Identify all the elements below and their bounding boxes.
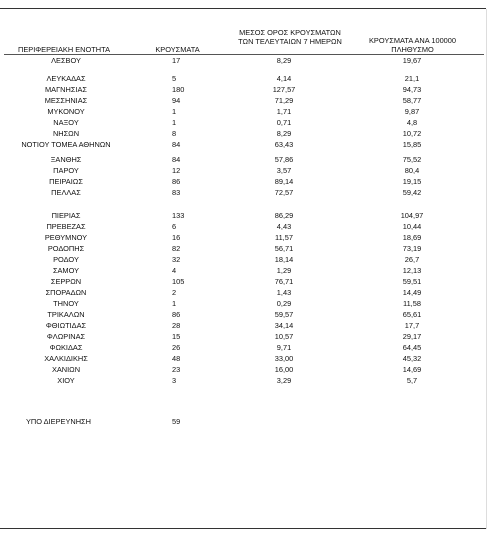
avg7-cell: 1,43 — [276, 288, 292, 297]
per100k-cell: 4,8 — [406, 118, 418, 127]
avg7-cell: 71,29 — [274, 96, 294, 105]
cases-cell: 1 — [172, 299, 177, 308]
per100k-cell: 5,7 — [406, 376, 418, 385]
table-row — [0, 287, 490, 298]
avg7-cell: 4,43 — [276, 222, 292, 231]
avg7-cell: 18,14 — [274, 255, 294, 264]
cases-cell: 17 — [172, 56, 181, 65]
region-cell: ΞΑΝΘΗΣ — [50, 155, 82, 164]
table-row — [0, 176, 490, 187]
avg7-cell: 1,71 — [276, 107, 292, 116]
avg7-cell: 4,14 — [276, 74, 292, 83]
avg7-cell: 34,14 — [274, 321, 294, 330]
avg7-cell: 127,57 — [272, 85, 296, 94]
per100k-cell: 94,73 — [402, 85, 422, 94]
avg7-cell: 59,57 — [274, 310, 294, 319]
table-row — [0, 309, 490, 320]
table-row — [0, 106, 490, 117]
header-per100k-line1: ΚΡΟΥΣΜΑΤΑ ΑΝΑ 100000 — [368, 36, 457, 45]
header-cases: ΚΡΟΥΣΜΑΤΑ — [155, 45, 200, 54]
region-cell: ΣΕΡΡΩΝ — [50, 277, 82, 286]
region-cell: ΠΕΙΡΑΙΩΣ — [49, 177, 83, 186]
cases-cell: 23 — [172, 365, 181, 374]
avg7-cell: 11,57 — [275, 233, 293, 242]
region-cell: ΦΛΩΡΙΝΑΣ — [46, 332, 86, 341]
region-cell: ΡΟΔΟΠΗΣ — [47, 244, 85, 253]
avg7-cell: 16,00 — [274, 365, 294, 374]
avg7-cell: 89,14 — [274, 177, 294, 186]
per100k-cell: 15,85 — [402, 140, 422, 149]
per100k-cell: 9,87 — [404, 107, 420, 116]
table-row — [0, 298, 490, 309]
cases-cell: 2 — [172, 288, 177, 297]
cases-cell: 105 — [172, 277, 185, 286]
avg7-cell: 9,71 — [276, 343, 292, 352]
cases-cell: 15 — [172, 332, 181, 341]
cases-cell: 86 — [172, 177, 181, 186]
table-row — [0, 117, 490, 128]
region-cell: ΤΡΙΚΑΛΩΝ — [47, 310, 85, 319]
region-cell: ΧΑΛΚΙΔΙΚΗΣ — [44, 354, 88, 363]
per100k-cell: 14,69 — [402, 365, 422, 374]
table-row — [0, 154, 490, 165]
cases-cell: 26 — [172, 343, 181, 352]
table-row — [0, 55, 490, 66]
table-row — [0, 342, 490, 353]
region-cell: ΧΑΝΙΩΝ — [51, 365, 81, 374]
cases-cell: 32 — [172, 255, 181, 264]
region-cell: ΥΠΟ ΔΙΕΡΕΥΝΗΣΗ — [26, 417, 91, 426]
table-row — [0, 320, 490, 331]
region-cell: ΤΗΝΟΥ — [53, 299, 79, 308]
region-cell: ΝΗΣΩΝ — [52, 129, 80, 138]
cases-cell: 86 — [172, 310, 181, 319]
per100k-cell: 45,32 — [402, 354, 422, 363]
per100k-cell: 65,61 — [402, 310, 422, 319]
per100k-cell: 21,1 — [404, 74, 420, 83]
avg7-cell: 8,29 — [276, 129, 292, 138]
table-row — [0, 187, 490, 198]
per100k-cell: 19,15 — [402, 177, 422, 186]
cases-cell: 59 — [172, 417, 181, 426]
per100k-cell: 59,51 — [402, 277, 422, 286]
region-cell: ΦΘΙΩΤΙΔΑΣ — [45, 321, 87, 330]
per100k-cell: 10,72 — [402, 129, 422, 138]
cases-cell: 180 — [172, 85, 185, 94]
region-cell: ΡΟΔΟΥ — [53, 255, 79, 264]
region-cell: ΠΑΡΟΥ — [53, 166, 79, 175]
region-cell: ΧΙΟΥ — [57, 376, 75, 385]
avg7-cell: 86,29 — [274, 211, 294, 220]
cases-cell: 83 — [172, 188, 181, 197]
region-cell: ΠΡΕΒΕΖΑΣ — [46, 222, 86, 231]
cases-cell: 5 — [172, 74, 177, 83]
avg7-cell: 56,71 — [274, 244, 294, 253]
cases-cell: 48 — [172, 354, 181, 363]
top-rule — [0, 8, 486, 9]
cases-cell: 16 — [172, 233, 181, 242]
cases-cell: 6 — [172, 222, 177, 231]
per100k-cell: 10,44 — [402, 222, 422, 231]
avg7-cell: 63,43 — [274, 140, 294, 149]
cases-cell: 4 — [172, 266, 177, 275]
per100k-cell: 59,42 — [402, 188, 422, 197]
table-row — [0, 364, 490, 375]
per100k-cell: 19,67 — [402, 56, 422, 65]
header-region: ΠΕΡΙΦΕΡΕΙΑΚΗ ΕΝΟΤΗΤΑ — [18, 45, 110, 54]
table-row — [0, 265, 490, 276]
table-row — [0, 139, 490, 150]
cases-cell: 82 — [172, 244, 181, 253]
table-row — [0, 276, 490, 287]
region-cell: ΛΕΣΒΟΥ — [51, 56, 81, 65]
region-cell: ΛΕΥΚΑΔΑΣ — [46, 74, 86, 83]
table-row — [0, 210, 490, 221]
avg7-cell: 0,29 — [276, 299, 292, 308]
avg7-cell: 33,00 — [274, 354, 294, 363]
region-cell: ΜΑΓΝΗΣΙΑΣ — [45, 85, 87, 94]
header-avg7-line1: ΜΕΣΟΣ ΟΡΟΣ ΚΡΟΥΣΜΑΤΩΝ — [239, 28, 341, 37]
per100k-cell: 14,49 — [402, 288, 422, 297]
table-row — [0, 73, 490, 84]
bottom-rule — [0, 528, 486, 529]
avg7-cell: 3,57 — [276, 166, 292, 175]
per100k-cell: 104,97 — [400, 211, 424, 220]
avg7-cell: 1,29 — [276, 266, 292, 275]
table-row — [0, 375, 490, 386]
table-row — [0, 95, 490, 106]
table-row — [0, 243, 490, 254]
cases-cell: 94 — [172, 96, 181, 105]
avg7-cell: 10,57 — [274, 332, 294, 341]
table-row — [0, 232, 490, 243]
region-cell: ΠΕΛΛΑΣ — [51, 188, 81, 197]
per100k-cell: 58,77 — [402, 96, 422, 105]
cases-cell: 1 — [172, 118, 177, 127]
region-cell: ΜΕΣΣΗΝΙΑΣ — [44, 96, 88, 105]
cases-cell: 12 — [172, 166, 181, 175]
cases-cell: 84 — [172, 140, 181, 149]
table-row — [0, 165, 490, 176]
header-avg7-line2: ΤΩΝ ΤΕΛΕΥΤΑΙΩΝ 7 ΗΜΕΡΩΝ — [238, 37, 342, 46]
cases-cell: 28 — [172, 321, 181, 330]
region-cell: ΜΥΚΟΝΟΥ — [47, 107, 85, 116]
table-row — [0, 128, 490, 139]
per100k-cell: 26,7 — [404, 255, 420, 264]
per100k-cell: 18,69 — [402, 233, 422, 242]
per100k-cell: 29,17 — [402, 332, 422, 341]
region-cell: ΡΕΘΥΜΝΟΥ — [44, 233, 88, 242]
region-cell: ΣΑΜΟΥ — [52, 266, 80, 275]
header-per100k — [355, 36, 470, 54]
cases-cell: 3 — [172, 376, 177, 385]
table-row — [0, 353, 490, 364]
avg7-cell: 3,29 — [276, 376, 292, 385]
per100k-cell: 11,58 — [403, 299, 421, 308]
region-cell: ΝΑΞΟΥ — [53, 118, 79, 127]
table-row — [0, 254, 490, 265]
per100k-cell: 75,52 — [402, 155, 422, 164]
avg7-cell: 57,86 — [274, 155, 294, 164]
region-cell: ΝΟΤΙΟΥ ΤΟΜΕΑ ΑΘΗΝΩΝ — [21, 140, 111, 149]
header-avg7 — [230, 28, 350, 46]
per100k-cell: 80,4 — [404, 166, 420, 175]
per100k-cell: 73,19 — [402, 244, 422, 253]
table-row — [0, 221, 490, 232]
cases-cell: 84 — [172, 155, 181, 164]
region-cell: ΠΙΕΡΙΑΣ — [51, 211, 81, 220]
region-cell: ΦΩΚΙΔΑΣ — [49, 343, 83, 352]
header-per100k-line2: ΠΛΗΘΥΣΜΟ — [391, 45, 434, 54]
per100k-cell: 64,45 — [402, 343, 422, 352]
per100k-cell: 17,7 — [404, 321, 420, 330]
avg7-cell: 76,71 — [274, 277, 294, 286]
table-row — [0, 84, 490, 95]
per100k-cell: 12,13 — [402, 266, 422, 275]
table-row — [0, 331, 490, 342]
cases-cell: 133 — [172, 211, 185, 220]
region-cell: ΣΠΟΡΑΔΩΝ — [45, 288, 87, 297]
avg7-cell: 0,71 — [276, 118, 292, 127]
cases-cell: 8 — [172, 129, 177, 138]
avg7-cell: 72,57 — [274, 188, 294, 197]
table-row — [0, 416, 490, 427]
avg7-cell: 8,29 — [276, 56, 292, 65]
cases-cell: 1 — [172, 107, 177, 116]
